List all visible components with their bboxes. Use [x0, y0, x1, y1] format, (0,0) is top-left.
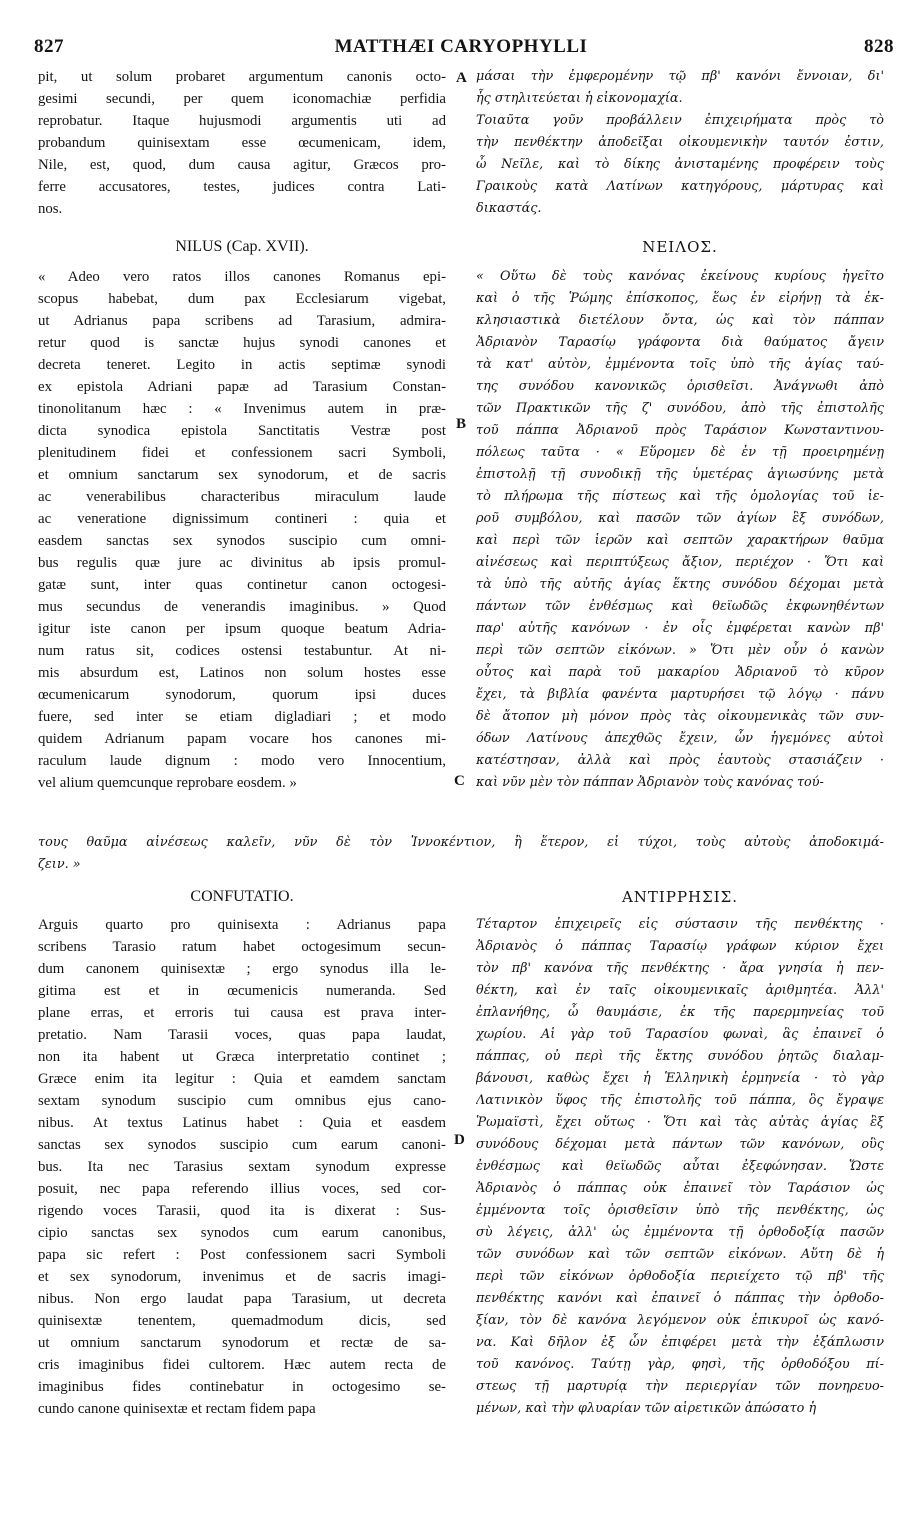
text-line: cipio sanctas sex synodos cum earum canonibus,	[38, 1225, 446, 1241]
text-line: τῶν συνόδων καὶ τῶν σεπτῶν εἰκόνων. Αὕτη δὲ ἡ	[476, 1247, 884, 1262]
text-line: pretatio. Nam Tarasii voces, quas papa laudat,	[38, 1027, 446, 1043]
greek-overflow-line-1: τους θαῦμα αἰνέσεως καλεῖν, νῦν δὲ τὸν Ἰννοκέντιον, ἢ ἕτερον, εἰ τύχοι, τοὺς αὐτοὺς ἀποδοκιμά-	[38, 835, 884, 850]
text-line: œcumenicarum synodorum, quorum ipsi duces	[38, 687, 446, 703]
text-line: imaginibus fides continebatur in octogesimo se-	[38, 1379, 446, 1395]
text-line: τὰ ὑπὸ τῆς αὐτῆς ἁγίας ἕκτης συνόδου δέχομαι μετὰ	[476, 577, 884, 592]
text-line: Ῥωμαϊστὶ, ἔχει οὕτως · Ὅτι καὶ τὰς αὐτὰς ἁγίας ἓξ	[476, 1115, 884, 1130]
margin-marker-b: B	[456, 416, 467, 432]
text-line: retur quod is sanctæ hujus synodi canones et	[38, 335, 446, 351]
text-line: μένων, καὶ τὴν φλυαρίαν τῶν αἱρετικῶν ἀπώσατο ἡ	[476, 1401, 817, 1416]
text-line: ἧς στηλιτεύεται ἡ εἰκονομαχία.	[476, 91, 683, 106]
text-line: ἐπλανήθης, ὦ θαυμάσιε, ἐκ τῆς παρερμηνείας τοῦ	[476, 1005, 884, 1020]
text-line: οὗτος καὶ παρὰ τοῦ μακαρίου Ἀδριανοῦ τὸ κῦρον	[476, 665, 884, 680]
text-line: τοῦ κανόνος. Ταύτῃ γὰρ, φησὶ, τῆς ὀρθοδόξου πί-	[476, 1357, 884, 1372]
page-number-right: 828	[864, 36, 894, 57]
text-line: cris imaginibus fidei cultorem. Hæc autem recta de	[38, 1357, 446, 1373]
text-line: sextam synodum suscipio cum omnibus ejus cano-	[38, 1093, 446, 1109]
text-line: πάππας, οὐ περὶ τῆς ἕκτης συνόδου ῥητῶς διαλαμ-	[476, 1049, 884, 1064]
text-line: ροῦ συμβόλου, καὶ πασῶν τῶν ἁγίων ἓξ συνόδων,	[476, 511, 884, 526]
text-line: tinonolitanum hæc : « Invenimus autem in præ-	[38, 401, 446, 417]
text-line: τὸν πβ' κανόνα τῆς πενθέκτης · ἄρα γνησία ἡ πεν-	[476, 961, 884, 976]
text-line: τοῦ πάππα Ἀδριανοῦ πρὸς Ταράσιον Κωνσταντινου-	[476, 423, 884, 438]
text-line: να. Καὶ δῆλον ἐξ ὧν ἐπιφέρει μετὰ τὴν ἐξάπλωσιν	[476, 1335, 884, 1350]
text-line: scribens Tarasio ratum habet octogesimum secun-	[38, 939, 446, 955]
text-line: όδων Λατίνους ἀπεχθῶς ἔχειν, ὧν ἡγεμόνες αὐτοὶ	[476, 731, 884, 746]
neilos-heading: ΝΕΙΛΟΣ.	[642, 238, 718, 256]
text-line: plenitudinem fidei et confessionem sacri Symboli,	[38, 445, 446, 461]
text-line: στεως τῇ μαρτυρίᾳ τὴν περιεργίαν τῶν πονηρευο-	[476, 1379, 884, 1394]
latin-intro-column	[38, 66, 446, 220]
text-line: gitima est et in œcumenicis numeranda. Sed	[38, 983, 446, 999]
text-line: ἔχει, τὰ βιβλία φανέντα μαρτυρήσει τῷ λόγῳ · πάνυ	[476, 687, 884, 702]
text-line: καὶ ὁ τῆς Ῥώμης ἐπίσκοπος, ἕως ἐν εἰρήνῃ τὰ ἐκ-	[476, 291, 884, 306]
text-line: cundo canone quinisextæ et rectam fidem papa	[38, 1401, 316, 1417]
text-line: pit, ut solum probaret argumentum canonis octo-	[38, 69, 446, 85]
text-line: igitur iste canon per ipsum quoque beatum Adria-	[38, 621, 446, 637]
text-line: περὶ τῶν σεπτῶν εἰκόνων. » Ὅτι μὲν οὖν ὁ κανὼν	[476, 643, 884, 658]
margin-marker-c: C	[454, 773, 465, 789]
text-line: ἐπιστολῇ τῇ συνοδικῇ τῆς ὑμετέρας ἁγιωσύνης μετὰ	[476, 467, 884, 482]
text-line: ferre accusatores, testes, judices contra Lati-	[38, 179, 446, 195]
text-line: rigendo voces Tarasii, quod ita is dixerat : Sus-	[38, 1203, 446, 1219]
text-line: τὴν πενθέκτην ἀποδεῖξαι οἰκουμενικὴν ταυτόν ἐστιν,	[476, 135, 884, 150]
confutatio-latin-column	[38, 914, 446, 1420]
text-line: μάσαι τὴν ἐμφερομένην τῷ πβ' κανόνι ἔννοιαν, δι'	[476, 69, 884, 84]
text-line: easdem sanctas sex synodos suscipio cum omni-	[38, 533, 446, 549]
text-line: et omnium sanctarum sex synodorum, et de sacris	[38, 467, 446, 483]
greek-intro-column	[476, 66, 884, 220]
text-line: δὲ ἄτοπον μὴ μόνον πρὸς τὰς οἰκουμενικὰς τῶν συν-	[476, 709, 884, 724]
text-line: ut omnium sanctarum synodorum et rectæ de sa-	[38, 1335, 446, 1351]
text-line: mis absurdum est, Latinos non solum hostes esse	[38, 665, 446, 681]
text-line: χωρίου. Αἱ γὰρ τοῦ Ταρασίου φωναὶ, ἃς ἐπαινεῖ ὁ	[476, 1027, 884, 1042]
greek-overflow-line-2: ζειν. »	[38, 857, 81, 872]
text-line: ut Adrianus papa scribens ad Tarasium, admira-	[38, 313, 446, 329]
text-line: σὺ λέγεις, ἀλλ' ὡς ἐμμένοντα τῇ ὀρθοδοξίᾳ πασῶν	[476, 1225, 884, 1240]
text-line: vel alium quemcunque reprobare eosdem. »	[38, 775, 297, 791]
text-line: nibus. At textus Latinus habet : Quia et easdem	[38, 1115, 446, 1131]
text-line: decreta teneret. Legito in actis septimæ synodi	[38, 357, 446, 373]
text-line: Ἀδριανὸν Ταρασίῳ γράφοντα διὰ θαύματος ἄγειν	[476, 335, 884, 350]
text-line: αἰνέσεως καὶ περιπτύξεως ἄξιον, περιέχον · Ὅτι καὶ	[476, 555, 884, 570]
text-line: κλησιαστικὰ διετέλουν ὄντα, ὡς καὶ τὸν πάππαν	[476, 313, 884, 328]
nilus-heading: NILUS (Cap. XVII).	[175, 238, 309, 255]
text-line: gatæ sunt, inter quas continetur canon octogesi-	[38, 577, 446, 593]
text-line: ex epistola Adriani papæ ad Tarasium Constan-	[38, 379, 446, 395]
text-line: et sex synodorum, invenimus et de sacris imagi-	[38, 1269, 446, 1285]
text-line: πάντων τῶν ἐνθέσμως καὶ θεϊωδῶς ἐκφωνηθέντων	[476, 599, 884, 614]
text-line: nos.	[38, 201, 63, 217]
text-line: reprobatur. Itaque hujusmodi argumentis uti ad	[38, 113, 446, 129]
text-line: nibus. Non ergo laudat papa Tarasium, ut decreta	[38, 1291, 446, 1307]
text-line: συνόδους δέχομαι μετὰ πάντων τῶν κανόνων, οὓς	[476, 1137, 884, 1152]
text-line: non ita habent ut Græca interpretatio continet ;	[38, 1049, 446, 1065]
text-line: « Οὕτω δὲ τοὺς κανόνας ἐκείνους κυρίους ἡγεῖτο	[476, 269, 884, 284]
text-line: ac veneratione dignissimum contineri : quia et	[38, 511, 446, 527]
text-line: ac venerabilibus characteribus miraculum laude	[38, 489, 446, 505]
text-line: mus secundus de venerandis imaginibus. » Quod	[38, 599, 446, 615]
text-line: « Adeo vero ratos illos canones Romanus epi-	[38, 269, 446, 285]
text-line: ὦ Νεῖλε, καὶ τὸ δίκης ἀνισταμένης προφέρειν τοὺς	[476, 157, 884, 172]
text-line: πόλεως ταῦτα · « Εὕρομεν δὲ ἐν τῇ προειρημένῃ	[476, 445, 884, 460]
text-line: θέκτη, καὶ ἐν ταῖς οἰκουμενικαῖς ἀριθμητέα. Ἀλλ'	[476, 983, 884, 998]
text-line: Λατινικὸν ὕφος τῆς ἐπιστολῆς τοῦ πάππα, ὃς ἔγραψε	[476, 1093, 884, 1108]
confutatio-heading: CONFUTATIO.	[190, 888, 294, 905]
text-line: plane erras, et erroris tui causa est prava inter-	[38, 1005, 446, 1021]
text-line: καὶ περὶ τῶν ἱερῶν καὶ σεπτῶν χαρακτήρων θαῦμα	[476, 533, 884, 548]
text-line: sanctas sex synodos suscipio cum earum canoni-	[38, 1137, 446, 1153]
text-line: bus. Ita nec Tarasius sextam synodum expresse	[38, 1159, 446, 1175]
text-line: βάνουσι, καθὼς ἔχει ἡ Ἑλληνικὴ ἑρμηνεία · τὸ γὰρ	[476, 1071, 884, 1086]
margin-marker-a: A	[456, 70, 467, 86]
text-line: τῶν Πρακτικῶν τῆς ζ' συνόδου, ἀπὸ τῆς ἐπιστολῆς	[476, 401, 884, 416]
text-line: πενθέκτης κανόνι καὶ ἐπαινεῖ ὁ πάππας τὴν ὀρθοδο-	[476, 1291, 884, 1306]
text-line: raculum laude dignum : modo vero Innocentium,	[38, 753, 446, 769]
text-line: παρ' αὐτῆς κανόνων · ἐν οἷς ἐμφέρεται κανὼν πβ'	[476, 621, 884, 636]
text-line: Ἀδριανὸς ὁ πάππας Ταρασίῳ γράφων κύριον ἔχει	[476, 939, 884, 954]
text-line: fuere, sed inter se etiam digladiari ; et modo	[38, 709, 446, 725]
antirrhesis-greek-column	[476, 914, 884, 1420]
text-line: dum canonem quinisextæ ; ergo synodus illa le-	[38, 961, 446, 977]
text-line: Nile, est, quod, dum causa agitur, Græcos pro-	[38, 157, 446, 173]
margin-marker-d: D	[454, 1132, 465, 1148]
text-line: ξίαν, τὸν δὲ κανόνα λεγόμενον οὐκ ἐπικυροῖ ὡς κανό-	[476, 1313, 884, 1328]
text-line: quinisextæ tenentem, quemadmodum dicis, sed	[38, 1313, 446, 1329]
text-line: Arguis quarto pro quinisexta : Adrianus papa	[38, 917, 446, 933]
running-title: MATTHÆI CARYOPHYLLI	[334, 36, 588, 57]
neilos-greek-column	[476, 266, 884, 794]
text-line: dicta synodica epistola Sanctitatis Vestræ post	[38, 423, 446, 439]
text-line: τὸ πλήρωμα τῆς πίστεως καὶ τῆς ὁμολογίας τοῦ ἱε-	[476, 489, 884, 504]
text-line: probandum quinisextam esse œcumenicam, idem,	[38, 135, 446, 151]
text-line: posuit, nec papa referendo illius voces, sed cor-	[38, 1181, 446, 1197]
text-line: καὶ νῦν μὲν τὸν πάππαν Ἀδριανὸν τοὺς κανόνας τού-	[476, 775, 824, 790]
text-line: περὶ τῶν εἰκόνων ὀρθοδοξία περιείχετο τῷ πβ' τῆς	[476, 1269, 884, 1284]
text-line: ἐνθέσμως καὶ θεϊωδῶς αὗται ἐξεφώνησαν. Ὥστε	[476, 1159, 884, 1174]
text-line: Ἀδριανὸς ὁ πάππας οὐκ ἐπαινεῖ τὸν Ταράσιον ὡς	[476, 1181, 884, 1196]
text-line: scopus habebat, dum pax Ecclesiarum vigebat,	[38, 291, 446, 307]
text-line: papa sic refert : Post confessionem sacri Symboli	[38, 1247, 446, 1263]
text-line: Γραικοὺς κατὰ Λατίνων κατηγόρους, μάρτυρας καὶ	[476, 179, 884, 194]
text-line: gesimi secundi, per quem iconomachiæ perfidia	[38, 91, 446, 107]
text-line: τὰ κατ' αὐτὸν, ἐμμένοντα τοῖς ὑπὸ τῆς ἁγίας ταύ-	[476, 357, 884, 372]
text-line: Τοιαῦτα γοῦν προβάλλειν ἐπιχειρήματα πρὸς τὸ	[476, 113, 884, 128]
text-line: δικαστάς.	[476, 201, 542, 216]
text-line: Τέταρτον ἐπιχειρεῖς εἰς σύστασιν τῆς πενθέκτης ·	[476, 917, 884, 932]
text-line: bus regulis quæ jure ac divinitus ab ipsis promul-	[38, 555, 446, 571]
antirrhesis-heading: ΑΝΤΙΡΡΗΣΙΣ.	[621, 888, 739, 906]
nilus-latin-column	[38, 266, 446, 794]
text-line: quidem Adrianum papam vocare hos canones mi-	[38, 731, 446, 747]
text-line: της συνόδου κανονικῶς ὁρισθεῖσι. Ἀνάγνωθι ἀπὸ	[476, 379, 884, 394]
text-line: ἐμμένοντα τοῖς ὁρισθεῖσιν ὑπὸ τῆς πενθέκτης, ὡς	[476, 1203, 884, 1218]
text-line: Græce enim ita legitur : Quia et eamdem sanctam	[38, 1071, 446, 1087]
text-line: κατέστησαν, ἀλλὰ καὶ πρὸς ἑαυτοὺς στασιάζειν ·	[476, 753, 884, 768]
text-line: num ratus sit, codices ostensi testabuntur. At ni-	[38, 643, 446, 659]
page-number-left: 827	[34, 36, 64, 57]
